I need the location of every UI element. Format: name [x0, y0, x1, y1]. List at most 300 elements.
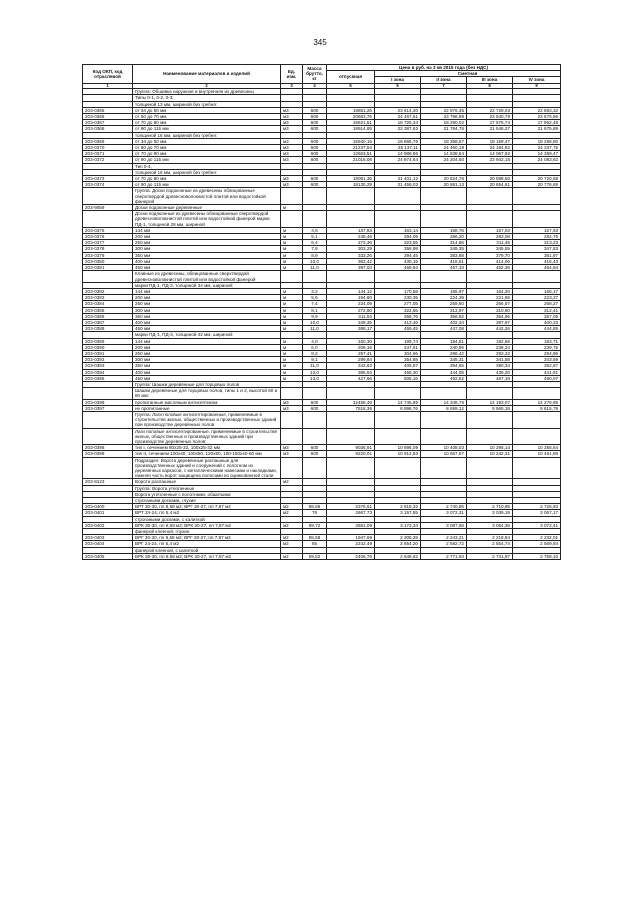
- zone-2-price: 10 657,97: [421, 451, 467, 457]
- material-code: 203-0390: [83, 344, 133, 350]
- material-name: пропитанные масляным антисептиком: [133, 399, 281, 405]
- release-price: 21237,54: [327, 145, 375, 151]
- zone-2-price: 21 784,76: [421, 126, 467, 132]
- material-name: тип I, сечением 80х25-32, 100х25-32 мм: [133, 445, 281, 451]
- zone-3-price: 221,65: [467, 295, 513, 301]
- zone-1-price: 189,74: [375, 338, 421, 344]
- material-name: 400 мм: [133, 319, 281, 325]
- header-zone-2: II зона: [421, 77, 467, 83]
- group-heading: Группа: Обшивка наружная и внутренняя из древесины: [133, 89, 281, 95]
- material-code: 203-0377: [83, 240, 133, 246]
- zone-2-price: 20 824,76: [421, 176, 467, 182]
- unit: м: [281, 319, 303, 325]
- unit: м: [281, 307, 303, 313]
- header-price-title: Цена в руб. на 3 кв 2015 года (без НДС): [327, 65, 561, 71]
- zone-3-price: 8 565,18: [467, 405, 513, 411]
- material-name: 350 мм: [133, 313, 281, 319]
- zone-4-price: 400,33: [513, 319, 561, 325]
- material-code: 203-0396: [83, 399, 133, 405]
- zone-3-price: 310,60: [467, 307, 513, 313]
- zone-1-price: 368,76: [375, 313, 421, 319]
- zone-1-price: 2 654,20: [375, 541, 421, 547]
- unit: м3: [281, 176, 303, 182]
- zone-2-price: 383,88: [421, 252, 467, 258]
- gross-mass: 12,0: [303, 369, 327, 375]
- group-row: [83, 428, 561, 445]
- zone-3-price: 2 710,95: [467, 504, 513, 510]
- zone-2-price: 447,08: [421, 326, 467, 332]
- zone-2-price: 23 788,99: [421, 114, 467, 120]
- zone-4-price: 14 276,95: [513, 399, 561, 405]
- material-code: 203-0375: [83, 227, 133, 233]
- zone-1-price: 10 912,83: [375, 451, 421, 457]
- group-heading: фанерой клееной, глухие: [133, 529, 281, 535]
- row-code-cell: [83, 457, 133, 479]
- empty-cell: [513, 411, 561, 428]
- gross-mass: 65: [303, 541, 327, 547]
- zone-2-price: 314,86: [421, 240, 467, 246]
- zone-2-price: 18 280,02: [421, 120, 467, 126]
- col-number: 8: [467, 83, 513, 89]
- release-price: 160,30: [327, 338, 375, 344]
- unit: м: [281, 350, 303, 356]
- zone-3-price: 390,34: [467, 363, 513, 369]
- zone-2-price: 402,34: [421, 319, 467, 325]
- release-price: 273,36: [327, 240, 375, 246]
- material-name: тип II, сечением 100х40, 100х50, 120х50, 100-150х40-60 мм: [133, 451, 281, 457]
- row-code-cell: [83, 211, 133, 228]
- material-name: ВРТ 30-30, пл 8,58 м2; ВРГ 30-27, пл 7,87 м2: [133, 504, 281, 510]
- zone-1-price: 18 866,76: [375, 138, 421, 144]
- material-name: 144 мм: [133, 227, 281, 233]
- release-price: 9220,01: [327, 451, 375, 457]
- zone-4-price: 157,93: [513, 227, 561, 233]
- zone-4-price: 239,75: [513, 344, 561, 350]
- zone-1-price: 163,14: [375, 227, 421, 233]
- gross-mass: 600: [303, 182, 327, 188]
- empty-cell: [327, 211, 375, 228]
- zone-3-price: 311,45: [467, 240, 513, 246]
- zone-1-price: 430,15: [375, 258, 421, 264]
- gross-mass: 5,1: [303, 234, 327, 240]
- empty-cell: [513, 271, 561, 282]
- empty-cell: [281, 271, 303, 282]
- release-price: 18081,35: [327, 176, 375, 182]
- group-row: [83, 457, 561, 479]
- table-row: [83, 553, 561, 559]
- empty-cell: [375, 211, 421, 228]
- empty-cell: [421, 188, 467, 205]
- release-price: 427,66: [327, 375, 375, 381]
- unit: м2: [281, 510, 303, 516]
- zone-4-price: 294,96: [513, 350, 561, 356]
- group-heading: Шашки деревянные для торцовых полов, типы 1 и 2, высотой 60 и 80 мм:: [133, 388, 281, 399]
- unit: м3: [281, 145, 303, 151]
- table-body: [83, 89, 561, 560]
- material-code: 203-0367: [83, 120, 133, 126]
- empty-cell: [327, 271, 375, 282]
- zone-1-price: 322,66: [375, 307, 421, 313]
- group-heading: строгаными досками, с калиткой: [133, 516, 281, 522]
- release-price: 12663,51: [327, 151, 375, 157]
- zone-1-price: 14 745,85: [375, 399, 421, 405]
- empty-cell: [467, 211, 513, 228]
- zone-3-price: 2 554,74: [467, 541, 513, 547]
- zone-3-price: 17 575,74: [467, 120, 513, 126]
- material-name: 200 мм: [133, 295, 281, 301]
- material-code: 203-0404: [83, 541, 133, 547]
- material-name: ВРК 30-30, пл 8,58 м2; ВРК 30-27, пл 7,87 м2: [133, 522, 281, 528]
- zone-4-price: 2 726,93: [513, 504, 561, 510]
- material-name: от 90 до 115 мм: [133, 182, 281, 188]
- group-heading: фанерой клееной, с калиткой: [133, 547, 281, 553]
- unit: м3: [281, 126, 303, 132]
- material-name: 350 мм: [133, 363, 281, 369]
- empty-cell: [513, 211, 561, 228]
- unit: м: [281, 363, 303, 369]
- zone-3-price: 442,26: [467, 326, 513, 332]
- release-price: 209,16: [327, 344, 375, 350]
- zone-2-price: 296,42: [421, 350, 467, 356]
- gross-mass: 8,2: [303, 350, 327, 356]
- group-row: [83, 411, 561, 428]
- zone-4-price: 24 083,62: [513, 157, 561, 163]
- unit: м: [281, 227, 303, 233]
- empty-cell: [281, 211, 303, 228]
- zone-1-price: 14 988,86: [375, 151, 421, 157]
- zone-3-price: 157,03: [467, 227, 513, 233]
- empty-cell: [303, 271, 327, 282]
- zone-1-price: 170,58: [375, 288, 421, 294]
- zone-2-price: 349,35: [421, 246, 467, 252]
- material-code: 203-0380: [83, 258, 133, 264]
- release-price: 303,29: [327, 246, 375, 252]
- zone-1-price: 22 387,63: [375, 126, 421, 132]
- material-name: 350 мм: [133, 252, 281, 258]
- material-name: от 70 до 90 мм: [133, 151, 281, 157]
- col-number: 9: [513, 83, 561, 89]
- zone-4-price: 454,94: [513, 265, 561, 271]
- zone-3-price: 14 067,92: [467, 151, 513, 157]
- zone-1-price: 323,55: [375, 240, 421, 246]
- zone-2-price: 286,20: [421, 234, 467, 240]
- row-code-cell: [83, 271, 133, 282]
- zone-4-price: 3 057,17: [513, 510, 561, 516]
- group-heading: Тип 0-4,: [133, 163, 281, 169]
- gross-mass: 600: [303, 138, 327, 144]
- zone-4-price: 23 675,86: [513, 114, 561, 120]
- unit: м3: [281, 451, 303, 457]
- release-price: 1947,69: [327, 535, 375, 541]
- zone-4-price: 444,85: [513, 326, 561, 332]
- gross-mass: 9,9: [303, 313, 327, 319]
- gross-mass: 65,66: [303, 504, 327, 510]
- group-row: [83, 211, 561, 228]
- zone-4-price: 24 337,75: [513, 145, 561, 151]
- group-heading: Типы 0-1, 0-2, 0-3;: [133, 95, 281, 101]
- group-row: [83, 188, 561, 205]
- release-price: 272,60: [327, 307, 375, 313]
- zone-2-price: 158,76: [421, 227, 467, 233]
- header-zone-1: I зона: [375, 77, 421, 83]
- row-code-cell: [83, 428, 133, 445]
- release-price: 388,17: [327, 326, 375, 332]
- gross-mass: 11,0: [303, 265, 327, 271]
- zone-2-price: 358,82: [421, 313, 467, 319]
- unit: м: [281, 326, 303, 332]
- material-code: 203-0397: [83, 405, 133, 411]
- material-code: 203-0387: [83, 319, 133, 325]
- price-table-sheet: [82, 64, 560, 560]
- empty-cell: [303, 211, 327, 228]
- unit: м3: [281, 405, 303, 411]
- material-code: 203-0381: [83, 265, 133, 271]
- release-price: 2667,73: [327, 510, 375, 516]
- zone-4-price: 392,67: [513, 363, 561, 369]
- unit: м: [281, 344, 303, 350]
- gross-mass: 6,0: [303, 344, 327, 350]
- gross-mass: 600: [303, 176, 327, 182]
- gross-mass: 76: [303, 510, 327, 516]
- material-name: 450 мм: [133, 265, 281, 271]
- unit: м2: [281, 541, 303, 547]
- group-heading: Группа: Ворота утепленные: [133, 485, 281, 491]
- material-code: 203-0398: [83, 445, 133, 451]
- header-mass: Масса брутто, кг: [303, 65, 327, 84]
- material-name: от 70 до 90 мм: [133, 176, 281, 182]
- group-heading: Доски подоконные из древесины облицованные сверхтвердой древесноволокнистой плитой или водостойкой фанерой марки ПД-1, толщиной 28 мм, шириной: [133, 211, 281, 228]
- zone-1-price: 358,98: [375, 246, 421, 252]
- material-name: 300 мм: [133, 307, 281, 313]
- material-name: 144 мм: [133, 338, 281, 344]
- zone-3-price: 18 159,47: [467, 138, 513, 144]
- col-number: 2: [133, 83, 281, 89]
- release-price: 311,53: [327, 313, 375, 319]
- gross-mass: 7,6: [303, 246, 327, 252]
- zone-4-price: 284,76: [513, 234, 561, 240]
- empty-cell: [375, 388, 421, 399]
- zone-1-price: 3 173,34: [375, 522, 421, 528]
- group-heading: толщиной 16 мм, шириной без гребня:: [133, 132, 281, 138]
- unit: м2: [281, 553, 303, 559]
- material-name: от 34 до 50 мм: [133, 138, 281, 144]
- empty-cell: [513, 428, 561, 445]
- zone-1-price: 294,09: [375, 234, 421, 240]
- zone-2-price: 345,31: [421, 357, 467, 363]
- unit: м3: [281, 157, 303, 163]
- material-code: 203-0383: [83, 295, 133, 301]
- group-heading: строгаными досками, глухие: [133, 498, 281, 504]
- release-price: 257,41: [327, 350, 375, 356]
- zone-3-price: 10 242,31: [467, 451, 513, 457]
- empty-cell: [281, 411, 303, 428]
- zone-1-price: 23 614,30: [375, 107, 421, 113]
- zone-2-price: 269,60: [421, 301, 467, 307]
- material-name: 300 мм: [133, 246, 281, 252]
- release-price: 248,46: [327, 234, 375, 240]
- header-release-price: отпускная: [327, 71, 375, 83]
- gross-mass: 600: [303, 145, 327, 151]
- empty-cell: [303, 457, 327, 479]
- material-name: 250 мм: [133, 350, 281, 356]
- table-header: [83, 65, 561, 89]
- material-code: 203-9059: [83, 205, 133, 211]
- zone-1-price: 394,45: [375, 252, 421, 258]
- gross-mass: 600: [303, 107, 327, 113]
- material-code: 203-0385: [83, 307, 133, 313]
- empty-cell: [327, 388, 375, 399]
- zone-2-price: 2 582,72: [421, 541, 467, 547]
- release-price: 15940,15: [327, 138, 375, 144]
- gross-mass: 600: [303, 405, 327, 411]
- empty-cell: [513, 388, 561, 399]
- group-heading: марки ПД-1, ПД-3, толщиной 42 мм, шириной:: [133, 332, 281, 338]
- material-code: 203-0386: [83, 313, 133, 319]
- empty-cell: [303, 411, 327, 428]
- page-number: 345: [313, 38, 327, 47]
- zone-3-price: 23 942,15: [467, 157, 513, 163]
- gross-mass: 13,0: [303, 375, 327, 381]
- material-name: 450 мм: [133, 375, 281, 381]
- material-code: 203-0365: [83, 107, 133, 113]
- header-unit: Ед. изм.: [281, 65, 303, 84]
- zone-2-price: 2 740,86: [421, 504, 467, 510]
- material-code: 203-0393: [83, 363, 133, 369]
- zone-4-price: 10 461,86: [513, 451, 561, 457]
- zone-4-price: 313,23: [513, 240, 561, 246]
- group-row: [83, 388, 561, 399]
- unit: м: [281, 252, 303, 258]
- empty-cell: [467, 457, 513, 479]
- release-price: 234,09: [327, 301, 375, 307]
- material-name: ВРГ 30-30, пл 8,58 м2; ВРГ 30-27, пл 7,87 м2: [133, 535, 281, 541]
- zone-4-price: 2 569,84: [513, 541, 561, 547]
- zone-3-price: 238,34: [467, 344, 513, 350]
- zone-3-price: 14 193,07: [467, 399, 513, 405]
- material-name: от 50 до 70 мм: [133, 114, 281, 120]
- zone-2-price: 240,95: [421, 344, 467, 350]
- zone-2-price: 10 408,03: [421, 445, 467, 451]
- material-code: 203-0379: [83, 252, 133, 258]
- material-name: Доски подоконные деревянные: [133, 205, 281, 211]
- unit: м: [281, 357, 303, 363]
- material-code: 203-0402: [83, 522, 133, 528]
- material-name: 400 мм: [133, 258, 281, 264]
- release-price: 20663,75: [327, 114, 375, 120]
- gross-mass: 600: [303, 114, 327, 120]
- release-price: 18914,85: [327, 126, 375, 132]
- zone-2-price: 313,97: [421, 307, 467, 313]
- zone-4-price: 441,81: [513, 369, 561, 375]
- empty-cell: [327, 428, 375, 445]
- zone-2-price: 22 976,35: [421, 107, 467, 113]
- zone-4-price: 268,27: [513, 301, 561, 307]
- unit: м: [281, 301, 303, 307]
- unit: м: [281, 375, 303, 381]
- zone-1-price: 2 848,62: [375, 553, 421, 559]
- material-name: 250 мм: [133, 301, 281, 307]
- zone-2-price: 8 659,12: [421, 405, 467, 411]
- empty-cell: [327, 188, 375, 205]
- zone-4-price: 223,27: [513, 295, 561, 301]
- zone-2-price: 20 881,13: [421, 182, 467, 188]
- empty-cell: [375, 457, 421, 479]
- group-row: [83, 271, 561, 282]
- unit: м3: [281, 445, 303, 451]
- zone-4-price: 18 266,80: [513, 138, 561, 144]
- zone-3-price: 21 548,37: [467, 126, 513, 132]
- material-code: 203-0403: [83, 535, 133, 541]
- zone-2-price: 3 087,68: [421, 522, 467, 528]
- zone-1-price: 506,16: [375, 375, 421, 381]
- zone-3-price: 182,58: [467, 338, 513, 344]
- unit: м: [281, 369, 303, 375]
- zone-3-price: 266,67: [467, 301, 513, 307]
- zone-1-price: 3 157,55: [375, 510, 421, 516]
- gross-mass: 600: [303, 120, 327, 126]
- zone-2-price: 184,61: [421, 338, 467, 344]
- zone-1-price: 2 305,28: [375, 535, 421, 541]
- row-code-cell: [83, 411, 133, 428]
- material-code: 203-0374: [83, 182, 133, 188]
- unit: м: [281, 205, 303, 211]
- col-number: 3: [281, 83, 303, 89]
- release-price: 2681,09: [327, 522, 375, 528]
- material-code: 203-0401: [83, 510, 133, 516]
- zone-3-price: 22 729,03: [467, 107, 513, 113]
- material-name: ВРТ 24-24, пл 5,4 м2: [133, 510, 281, 516]
- material-code: 203-0369: [83, 138, 133, 144]
- gross-mass: 4,0: [303, 338, 327, 344]
- zone-1-price: 18 726,34: [375, 120, 421, 126]
- zone-1-price: 2 815,32: [375, 504, 421, 510]
- group-heading: Группа: Доски подоконные из древесины облицованные сверхтвердой древесноволокнистой плитой или водостойкой фанерой: [133, 188, 281, 205]
- material-name: 250 мм: [133, 240, 281, 246]
- zone-4-price: 22 863,32: [513, 107, 561, 113]
- release-price: 363,42: [327, 258, 375, 264]
- zone-2-price: 444,05: [421, 369, 467, 375]
- material-name: от 50 до 70 мм: [133, 145, 281, 151]
- zone-3-price: 397,97: [467, 319, 513, 325]
- unit: м3: [281, 182, 303, 188]
- unit: м: [281, 265, 303, 271]
- material-code: 203-0371: [83, 151, 133, 157]
- empty-cell: [303, 428, 327, 445]
- material-code: 203-0368: [83, 126, 133, 132]
- empty-cell: [375, 188, 421, 205]
- empty-cell: [327, 457, 375, 479]
- gross-mass: 10,0: [303, 258, 327, 264]
- material-code: 203-0395: [83, 375, 133, 381]
- empty-cell: [467, 428, 513, 445]
- empty-cell: [281, 388, 303, 399]
- zone-3-price: 354,96: [467, 313, 513, 319]
- zone-2-price: 3 072,31: [421, 510, 467, 516]
- zone-3-price: 452,36: [467, 265, 513, 271]
- release-price: 397,03: [327, 265, 375, 271]
- zone-2-price: 2 771,93: [421, 553, 467, 559]
- group-heading: Клавные из древесины, облицованные сверхтвердой древесноволокнистой плитой или водостойкой фанерой: [133, 271, 281, 282]
- gross-mass: 59,52: [303, 553, 327, 559]
- col-number: 4: [303, 83, 327, 89]
- material-code: 203-0372: [83, 157, 133, 163]
- material-name: 144 мм: [133, 288, 281, 294]
- release-price: 385,53: [327, 369, 375, 375]
- unit: м: [281, 338, 303, 344]
- zone-3-price: 345,55: [467, 246, 513, 252]
- release-price: 9036,91: [327, 445, 375, 451]
- zone-2-price: 418,61: [421, 258, 467, 264]
